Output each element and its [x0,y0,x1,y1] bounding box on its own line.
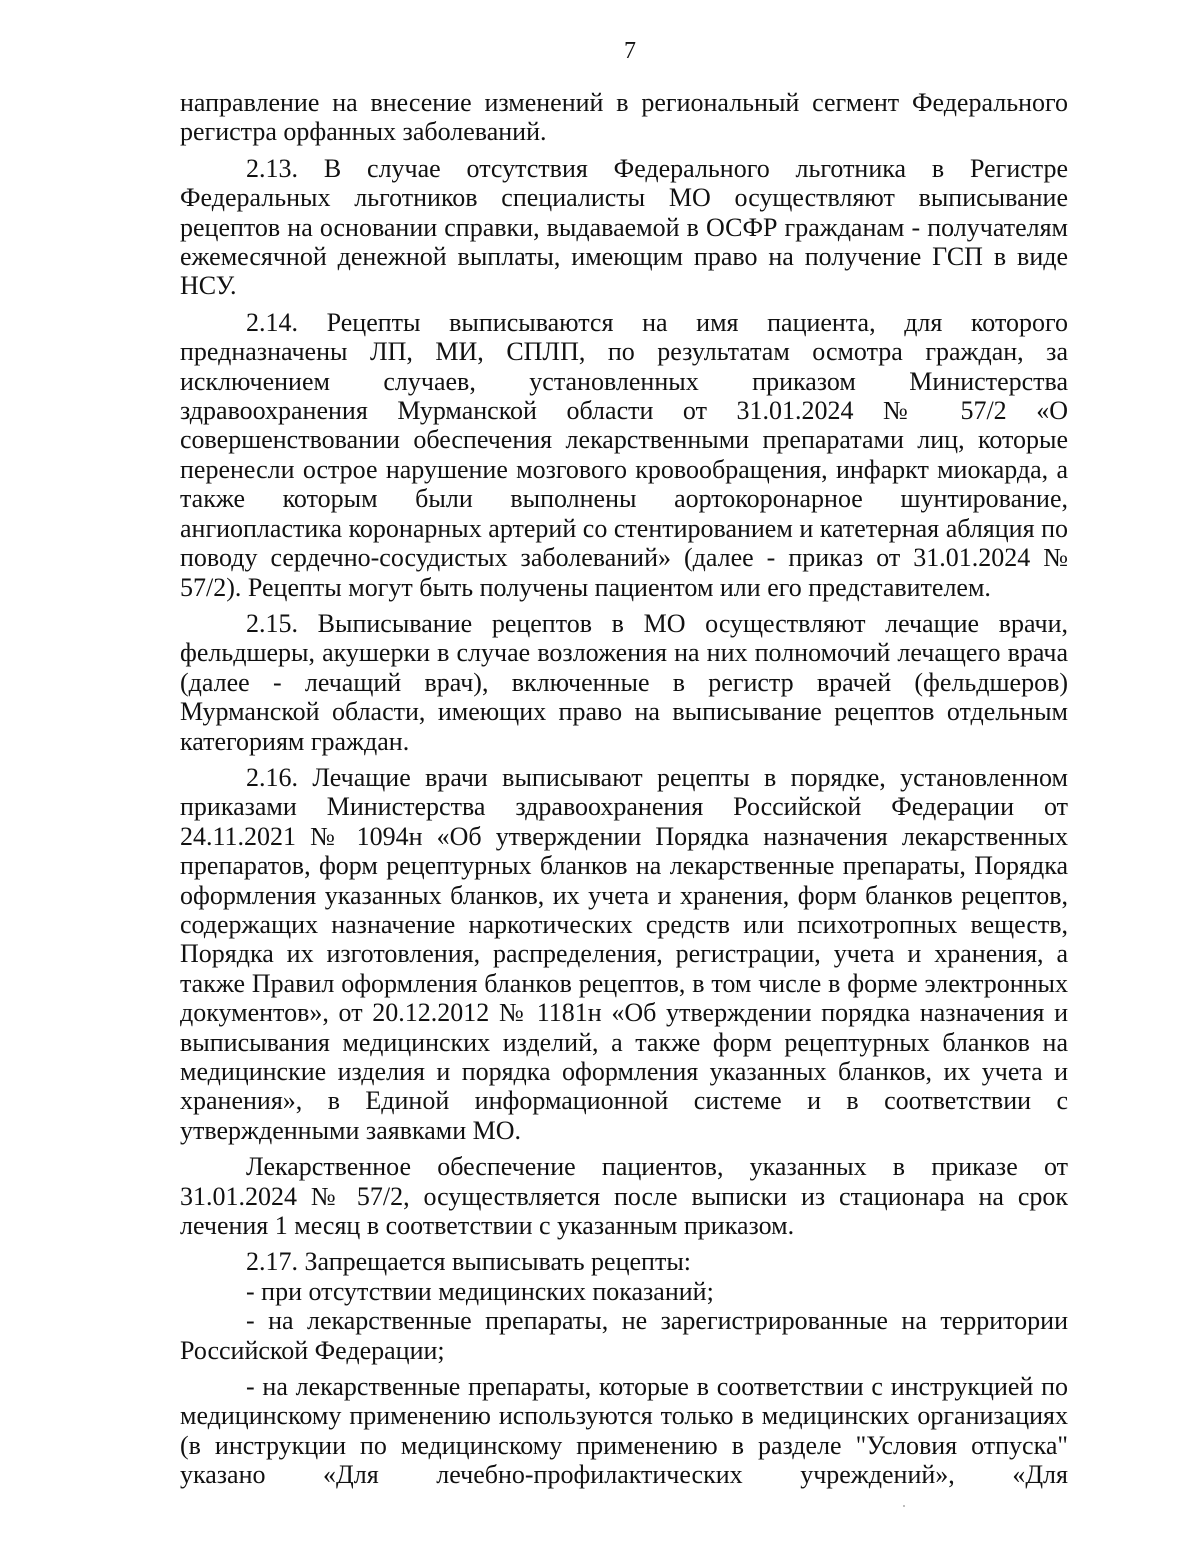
paragraph-2-16: 2.16. Лечащие врачи выписывают рецепты в порядке, установленном приказами Министерства здравоохранения Российской Федерации от 24.11.2021 № 1094н «Об утверждении Порядка назначения лекарственных препаратов, форм рецептурных бланков на лекарственные препараты, Порядка оформления указанных бланков, их учета и хранения, форм бланков рецептов, содержащих назначение наркотических средств или психотропных веществ, Порядка их изготовления, распределения, регистрации, учета и хранения, а также Правил оформления бланков рецептов, в том числе в форме электронных документов», от 20.12.2012 № 1181н «Об утверждении порядка назначения и выписывания медицинских изделий, а также форм рецептурных бланков на медицинские изделия и порядка оформления указанных бланков, их учета и хранения», в Единой информационной системе и в соответствии с утвержденными заявками МО. [180,762,1068,1145]
scan-speck [903,1505,905,1507]
paragraph-continuation: направление на внесение изменений в региональный сегмент Федерального регистра орфанных заболеваний. [180,88,1068,147]
list-item: - на лекарственные препараты, которые в соответствии с инструкцией по медицинскому применению используются только в медицинских организациях (в инструкции по медицинскому применению в разделе "Условия отпуска" указано «Для лечебно-профилактических учреждений», «Для [180,1372,1068,1490]
paragraph-2-13: 2.13. В случае отсутствия Федерального льготника в Регистре Федеральных льготников специалисты МО осуществляют выписывание рецептов на основании справки, выдаваемой в ОСФР гражданам - получателям ежемесячной денежной выплаты, имеющим право на получение ГСП в виде НСУ. [180,153,1068,301]
list-item: - на лекарственные препараты, не зарегистрированные на территории Российской Федерации; [180,1306,1068,1365]
paragraph-2-15: 2.15. Выписывание рецептов в МО осуществляют лечащие врачи, фельдшеры, акушерки в случае возложения на них полномочий лечащего врача (далее - лечащий врач), включенные в регистр врачей (фельдшеров) Мурманской области, имеющих право на выписывание рецептов отдельным категориям граждан. [180,608,1068,756]
page-number: 7 [624,38,636,64]
list-item: - при отсутствии медицинских показаний; [246,1276,714,1306]
paragraph-drug-provision: Лекарственное обеспечение пациентов, указанных в приказе от 31.01.2024 № 57/2, осуществляется после выписки из стационара на срок лечения 1 месяц в соответствии с указанным приказом. [180,1152,1068,1241]
document-body [180,88,1068,1497]
paragraph-2-17: 2.17. Запрещается выписывать рецепты: [246,1247,692,1277]
paragraph-2-14: 2.14. Рецепты выписываются на имя пациента, для которого предназначены ЛП, МИ, СПЛП, по результатам осмотра граждан, за исключением случаев, установленных приказом Министерства здравоохранения Мурманской области от 31.01.2024 № 57/2 «О совершенствовании обеспечения лекарственными препаратами лиц, которые перенесли острое нарушение мозгового кровообращения, инфаркт миокарда, а также которым были выполнены аортокоронарное шунтирование, ангиопластика коронарных артерий со стентированием и катетерная абляция по поводу сердечно-сосудистых заболеваний» (далее - приказ от 31.01.2024 № 57/2). Рецепты могут быть получены пациентом или его представителем. [180,307,1068,602]
